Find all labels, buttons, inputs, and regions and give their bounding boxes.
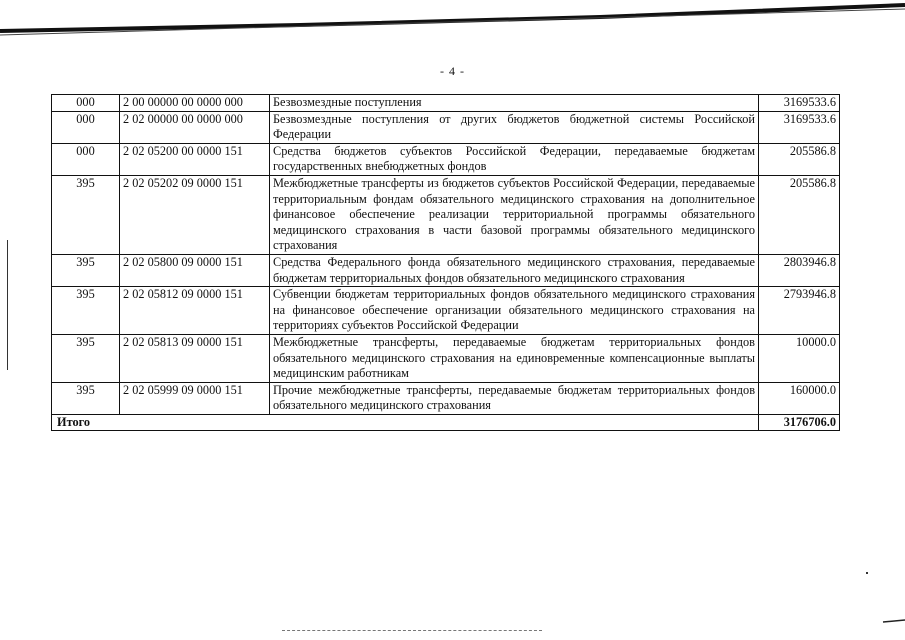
budget-code-cell: 2 02 05999 09 0000 151 — [120, 382, 270, 414]
admin-code-cell: 000 — [52, 111, 120, 143]
budget-code-cell: 2 02 05813 09 0000 151 — [120, 334, 270, 382]
total-label: Итого — [52, 414, 759, 431]
scan-left-line — [7, 240, 8, 370]
description-cell: Субвенции бюджетам территориальных фондов обязательного медицинского страхования на финансовое обеспечение организации обязательного медицинского страхования на территориях субъектов Российской Федерации — [270, 287, 759, 335]
admin-code-cell: 395 — [52, 287, 120, 335]
table-row — [52, 254, 840, 286]
amount-cell: 2793946.8 — [759, 287, 840, 335]
total-row — [52, 414, 840, 431]
budget-code-cell: 2 02 05800 09 0000 151 — [120, 254, 270, 286]
amount-cell: 160000.0 — [759, 382, 840, 414]
admin-code-cell: 395 — [52, 334, 120, 382]
description-cell: Безвозмездные поступления — [270, 95, 759, 112]
budget-code-cell: 2 00 00000 00 0000 000 — [120, 95, 270, 112]
scan-bottom-dashes — [282, 630, 542, 632]
scan-dot — [866, 572, 868, 574]
amount-cell: 205586.8 — [759, 175, 840, 254]
table-row — [52, 287, 840, 335]
description-cell: Безвозмездные поступления от других бюджетов бюджетной системы Российской Федерации — [270, 111, 759, 143]
description-cell: Межбюджетные трансферты из бюджетов субъектов Российской Федерации, передаваемые территориальным фондам обязательного медицинского страхования на дополнительное финансовое обеспечение реализации территориальной программы обязательного медицинского страхования в части базовой программы обязательного медицинского страхования — [270, 175, 759, 254]
admin-code-cell: 000 — [52, 143, 120, 175]
admin-code-cell: 395 — [52, 382, 120, 414]
budget-code-cell: 2 02 00000 00 0000 000 — [120, 111, 270, 143]
description-cell: Межбюджетные трансферты, передаваемые бюджетам территориальных фондов обязательного медицинского страхования на единовременные компенсационные выплаты медицинским работникам — [270, 334, 759, 382]
revenue-table — [51, 94, 840, 431]
admin-code-cell: 395 — [52, 254, 120, 286]
admin-code-cell: 395 — [52, 175, 120, 254]
table-row — [52, 95, 840, 112]
amount-cell: 10000.0 — [759, 334, 840, 382]
budget-code-cell: 2 02 05200 00 0000 151 — [120, 143, 270, 175]
amount-cell: 205586.8 — [759, 143, 840, 175]
description-cell: Средства бюджетов субъектов Российской Федерации, передаваемые бюджетам государственных внебюджетных фондов — [270, 143, 759, 175]
total-amount: 3176706.0 — [759, 414, 840, 431]
table-row — [52, 143, 840, 175]
table-row — [52, 382, 840, 414]
page-number: - 4 - — [440, 64, 465, 78]
budget-code-cell: 2 02 05812 09 0000 151 — [120, 287, 270, 335]
description-cell: Прочие межбюджетные трансферты, передаваемые бюджетам территориальных фондов обязательного медицинского страхования — [270, 382, 759, 414]
description-cell: Средства Федерального фонда обязательного медицинского страхования, передаваемые бюджетам территориальных фондов обязательного медицинского страхования — [270, 254, 759, 286]
table-row — [52, 175, 840, 254]
table-row — [52, 334, 840, 382]
table-row — [52, 111, 840, 143]
admin-code-cell: 000 — [52, 95, 120, 112]
amount-cell: 3169533.6 — [759, 111, 840, 143]
budget-code-cell: 2 02 05202 09 0000 151 — [120, 175, 270, 254]
amount-cell: 2803946.8 — [759, 254, 840, 286]
amount-cell: 3169533.6 — [759, 95, 840, 112]
